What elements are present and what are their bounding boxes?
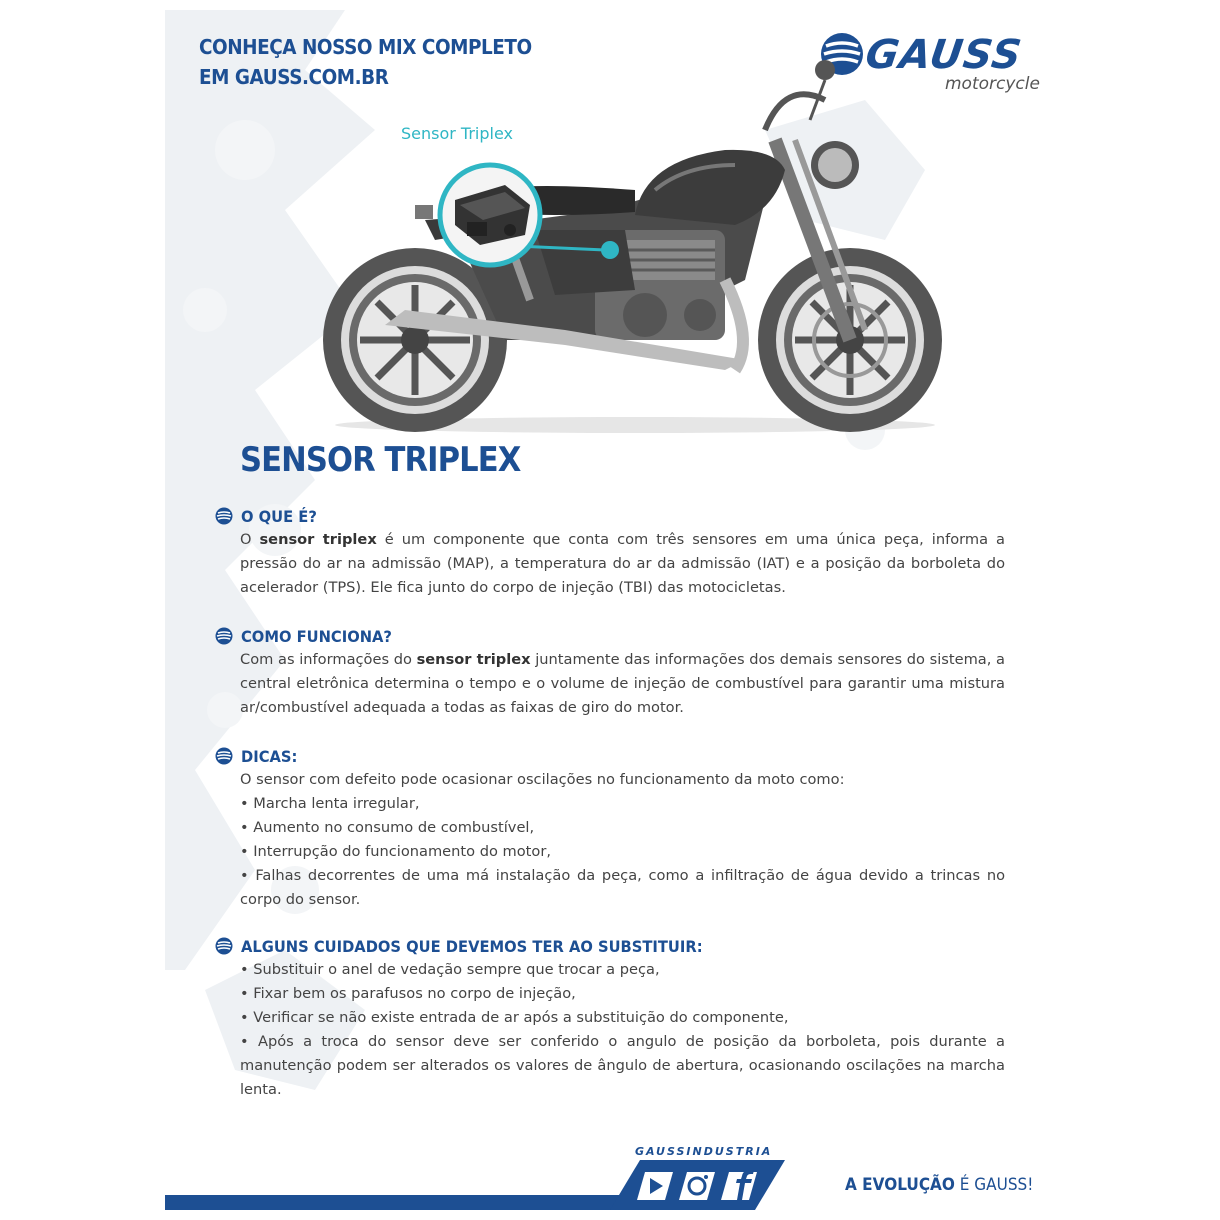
promo-line-1: CONHEÇA NOSSO MIX COMPLETO <box>199 35 532 59</box>
section-care-header <box>215 934 1005 958</box>
text-run: é um componente que conta com três sensores em uma única peça, informa a pressão do ar na admissão (MAP), a temperatura do ar da admissão (IAT) e a posição da borboleta do acelerador (TPS). Ele fica junto do corpo de injeção (TBI) das motocicletas. <box>240 531 1005 596</box>
bold-term: sensor triplex <box>416 651 531 668</box>
slogan-rest: É GAUSS! <box>954 1175 1034 1195</box>
text-run: juntamente das informações dos demais sensores do sistema, a central eletrônica determina o tempo e o volume de injeção de combustível para garantir uma mistura ar/combustível adequada a todas as faixas de giro do motor. <box>240 651 1006 716</box>
list-item: • Substituir o anel de vedação sempre que trocar a peça, <box>240 961 660 978</box>
page-title: SENSOR TRIPLEX <box>240 440 521 480</box>
gauss-emblem-icon <box>215 747 233 765</box>
section-what-header <box>215 504 1005 528</box>
section-how-header <box>215 624 1005 648</box>
logo-subtitle: motorcycle <box>945 74 1040 94</box>
text-run: Com as informações do <box>240 651 417 668</box>
social-handle: GAUSSINDUSTRIA <box>635 1145 773 1158</box>
list-item: • Aumento no consumo de combustível, <box>240 819 535 836</box>
section-what-body <box>240 528 1005 600</box>
section-tips <box>215 744 1005 912</box>
gauss-emblem-icon <box>215 507 233 525</box>
section-how <box>215 624 1005 720</box>
list-item: • Marcha lenta irregular, <box>240 795 420 812</box>
logo-wordmark: GAUSS <box>862 32 1025 78</box>
section-tips-header <box>215 744 1005 768</box>
footer-slogan <box>845 1175 1033 1195</box>
text-run: O <box>240 531 260 548</box>
list-item: • Após a troca do sensor deve ser conferido o angulo de posição da borboleta, pois durante a manutenção podem ser alterados os valores de ângulo de abertura, ocasionando oscilações na marcha lenta. <box>240 1033 1005 1098</box>
section-what-title: O QUE É? <box>241 506 317 526</box>
section-what <box>215 504 1005 600</box>
list-item: • Fixar bem os parafusos no corpo de injeção, <box>240 985 576 1002</box>
gauss-emblem-icon <box>215 627 233 645</box>
bold-term: sensor triplex <box>259 531 377 548</box>
motorcycle-illustration <box>305 40 955 440</box>
section-care-body <box>240 958 1005 1102</box>
section-how-title: COMO FUNCIONA? <box>241 626 392 646</box>
flyer-page <box>165 10 1040 1210</box>
tips-intro: O sensor com defeito pode ocasionar oscilações no funcionamento da moto como: <box>240 771 845 788</box>
list-item: • Interrupção do funcionamento do motor, <box>240 843 551 860</box>
list-item: • Falhas decorrentes de uma má instalação da peça, como a infiltração de água devido a trincas no corpo do sensor. <box>240 867 1005 908</box>
section-tips-title: DICAS: <box>241 746 298 766</box>
section-how-body <box>240 648 1005 720</box>
section-care <box>215 934 1005 1102</box>
section-care-title: ALGUNS CUIDADOS QUE DEVEMOS TER AO SUBSTITUIR: <box>241 936 703 956</box>
list-item: • Verificar se não existe entrada de ar após a substituição do componente, <box>240 1009 789 1026</box>
social-icons <box>605 1145 785 1210</box>
gauss-emblem-icon <box>215 937 233 955</box>
section-tips-body <box>240 768 1005 912</box>
slogan-bold: A EVOLUÇÃO <box>845 1175 955 1195</box>
promo-line-2: EM GAUSS.COM.BR <box>199 65 389 89</box>
sensor-callout-label: Sensor Triplex <box>401 124 514 143</box>
